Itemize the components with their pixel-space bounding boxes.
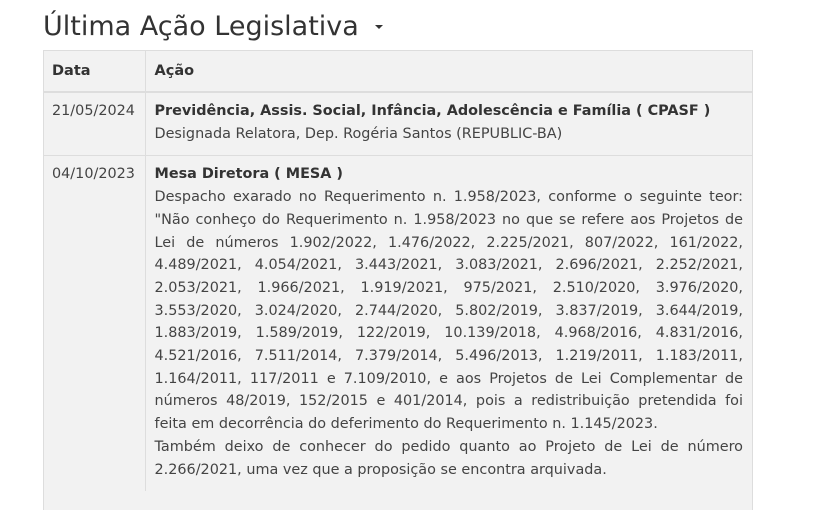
caret-down-icon[interactable] xyxy=(375,25,383,29)
legislative-actions-table xyxy=(43,50,753,510)
table-row xyxy=(44,92,752,156)
row-date: 21/05/2024 xyxy=(44,92,145,156)
column-header-action: Ação xyxy=(145,51,752,92)
column-header-date: Data xyxy=(44,51,145,92)
actions-table xyxy=(44,51,752,491)
row-organ: Mesa Diretora ( MESA ) xyxy=(154,166,344,183)
row-text: Despacho exarado no Requerimento n. 1.958/2023, conforme o seguinte teor: "Não conheço do Requerimento n. 1.958/2023 no que se refere aos Projetos de Lei de números 1.902/2022, 1.476/2022, 2.225/2021, 807/2022, 161/2022, 4.489/2021, 4.054/2021, 3.443/2021, 3.083/2021, 2.696/2021, 2.252/2021, 2.053/2021, 1.966/2021, 1.919/2021, 975/2021, 2.510/2020, 3.976/2020, 3.553/2020, 3.024/2020, 2.744/2020, 5.802/2019, 3.837/2019, 3.644/2019, 1.883/2019, 1.589/2019, 122/2019, 10.139/2018, 4.968/2016, 4.831/2016, 4.521/2016, 7.511/2014, 7.379/2014, 5.496/2013, 1.219/2011, 1.183/2011, 1.164/2011, 117/2011 e 7.109/2010, e aos Projetos de Lei Complementar de números 48/2019, 152/2015 e 401/2014, pois a redistribuição pretendida foi feita em decorrência do deferimento do Requerimento n. 1.145/2023. xyxy=(154,189,743,433)
section-title-text: Última Ação Legislativa xyxy=(43,10,359,42)
row-text: Também deixo de conhecer do pedido quanto ao Projeto de Lei de número 2.266/2021, uma vez que a proposição se encontra arquivada. xyxy=(154,438,743,478)
table-header-row xyxy=(44,51,752,92)
row-action xyxy=(145,156,752,491)
row-organ: Previdência, Assis. Social, Infância, Adolescência e Família ( CPASF ) xyxy=(154,103,711,119)
row-text: Designada Relatora, Dep. Rogéria Santos (REPUBLIC-BA) xyxy=(154,125,563,142)
row-date: 04/10/2023 xyxy=(44,156,145,491)
table-row xyxy=(44,156,752,491)
row-action xyxy=(145,92,752,156)
section-title xyxy=(43,6,383,46)
